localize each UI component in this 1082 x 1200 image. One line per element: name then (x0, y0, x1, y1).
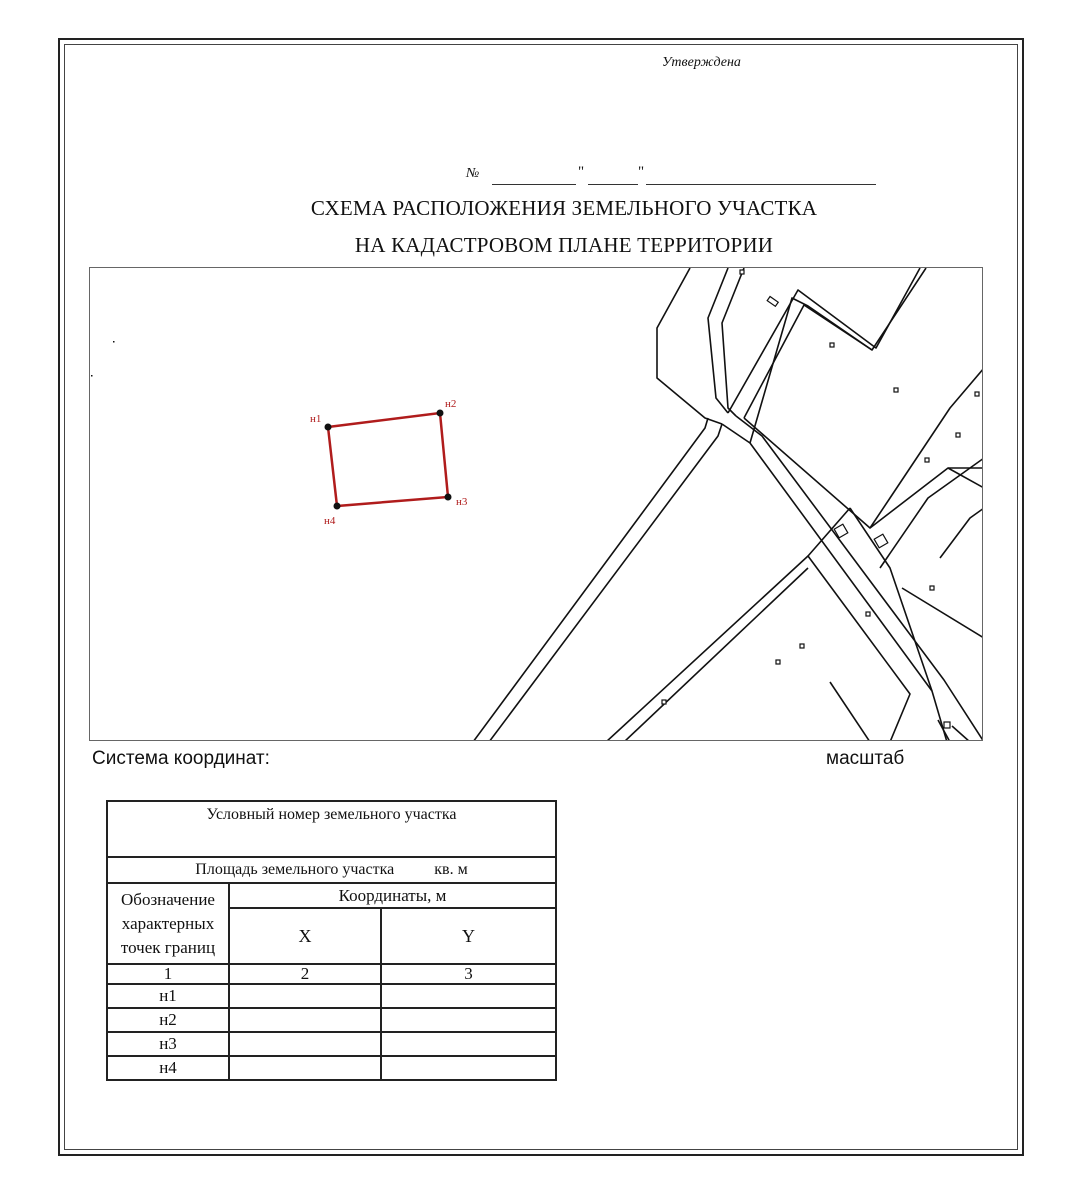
building (930, 586, 934, 590)
index-cell: 2 (229, 964, 381, 984)
table-row (107, 1008, 556, 1032)
boundary-point-n2 (437, 410, 444, 417)
table-row (107, 1032, 556, 1056)
parcel-boundary (624, 568, 808, 741)
quote-mark: " (638, 164, 645, 180)
point-label: н1 (107, 984, 229, 1008)
x-column-header: X (229, 908, 381, 964)
survey-mark (113, 341, 115, 343)
coordinates-header: Координаты, м (229, 883, 556, 908)
road-edge (473, 418, 708, 741)
x-value (229, 1008, 381, 1032)
conditional-number-cell: Условный номер земельного участка (107, 801, 556, 857)
document-number-line (466, 166, 886, 186)
parcel-polygon (328, 413, 448, 506)
index-cell: 1 (107, 964, 229, 984)
document-title-line2: НА КАДАСТРОВОМ ПЛАНЕ ТЕРРИТОРИИ (354, 233, 774, 257)
building (767, 296, 778, 306)
street-edge (736, 416, 983, 741)
point-label: н2 (107, 1008, 229, 1032)
parcel-boundary (830, 682, 870, 741)
boundary-line (708, 268, 728, 413)
y-value (381, 1056, 556, 1080)
table-row (107, 1056, 556, 1080)
parcel-boundary (728, 268, 920, 413)
area-cell (107, 857, 556, 883)
table-row (107, 984, 556, 1008)
parcel-boundary (940, 508, 983, 558)
points-header: Обозначение характерных точек границ (107, 883, 229, 964)
cadastral-map (89, 267, 983, 741)
building (776, 660, 780, 664)
building (944, 722, 950, 728)
street-edge (722, 424, 947, 741)
building (830, 343, 834, 347)
point-label: н3 (107, 1032, 229, 1056)
building (975, 392, 979, 396)
boundary-line (657, 268, 722, 424)
boundary-point-n4 (334, 503, 341, 510)
building (866, 612, 870, 616)
building (740, 270, 744, 274)
point-label-n3: н3 (456, 496, 468, 508)
number-sign: № (466, 166, 480, 181)
building (894, 388, 898, 392)
parcel-boundary (952, 726, 970, 741)
parcel-boundary (744, 418, 983, 528)
boundary-point-n3 (445, 494, 452, 501)
parcel-boundary (870, 368, 983, 528)
parcel-boundary (880, 458, 983, 568)
road-edge (489, 424, 722, 741)
boundary-point-n1 (325, 424, 332, 431)
boundary-line (722, 268, 744, 416)
number-blank (492, 184, 576, 185)
survey-mark (91, 375, 93, 377)
x-value (229, 984, 381, 1008)
point-label: н4 (107, 1056, 229, 1080)
coordinates-table (106, 800, 557, 1081)
month-year-blank (646, 184, 876, 185)
area-label: Площадь земельного участка (195, 861, 395, 878)
parcel-boundary (606, 556, 910, 741)
scale-label: масштаб (826, 748, 905, 769)
x-value (229, 1032, 381, 1056)
point-label-n2: н2 (445, 398, 457, 410)
building (874, 534, 888, 548)
y-value (381, 1032, 556, 1056)
index-cell: 3 (381, 964, 556, 984)
quote-mark: " (578, 164, 585, 180)
approved-label: Утверждена (662, 55, 741, 70)
y-column-header: Y (381, 908, 556, 964)
area-unit: кв. м (434, 861, 468, 878)
day-blank (588, 184, 638, 185)
building (925, 458, 929, 462)
document-title-line1: СХЕМА РАСПОЛОЖЕНИЯ ЗЕМЕЛЬНОГО УЧАСТКА (310, 196, 818, 220)
x-value (229, 1056, 381, 1080)
building (956, 433, 960, 437)
building (662, 700, 666, 704)
point-label-n4: н4 (324, 515, 336, 527)
parcel-boundary (902, 588, 983, 638)
building (800, 644, 804, 648)
parcel-boundary (744, 305, 872, 418)
y-value (381, 984, 556, 1008)
coordinate-system-label: Система координат: (92, 748, 270, 769)
point-label-n1: н1 (310, 413, 322, 425)
cadastral-map-drawing (90, 268, 983, 741)
y-value (381, 1008, 556, 1032)
